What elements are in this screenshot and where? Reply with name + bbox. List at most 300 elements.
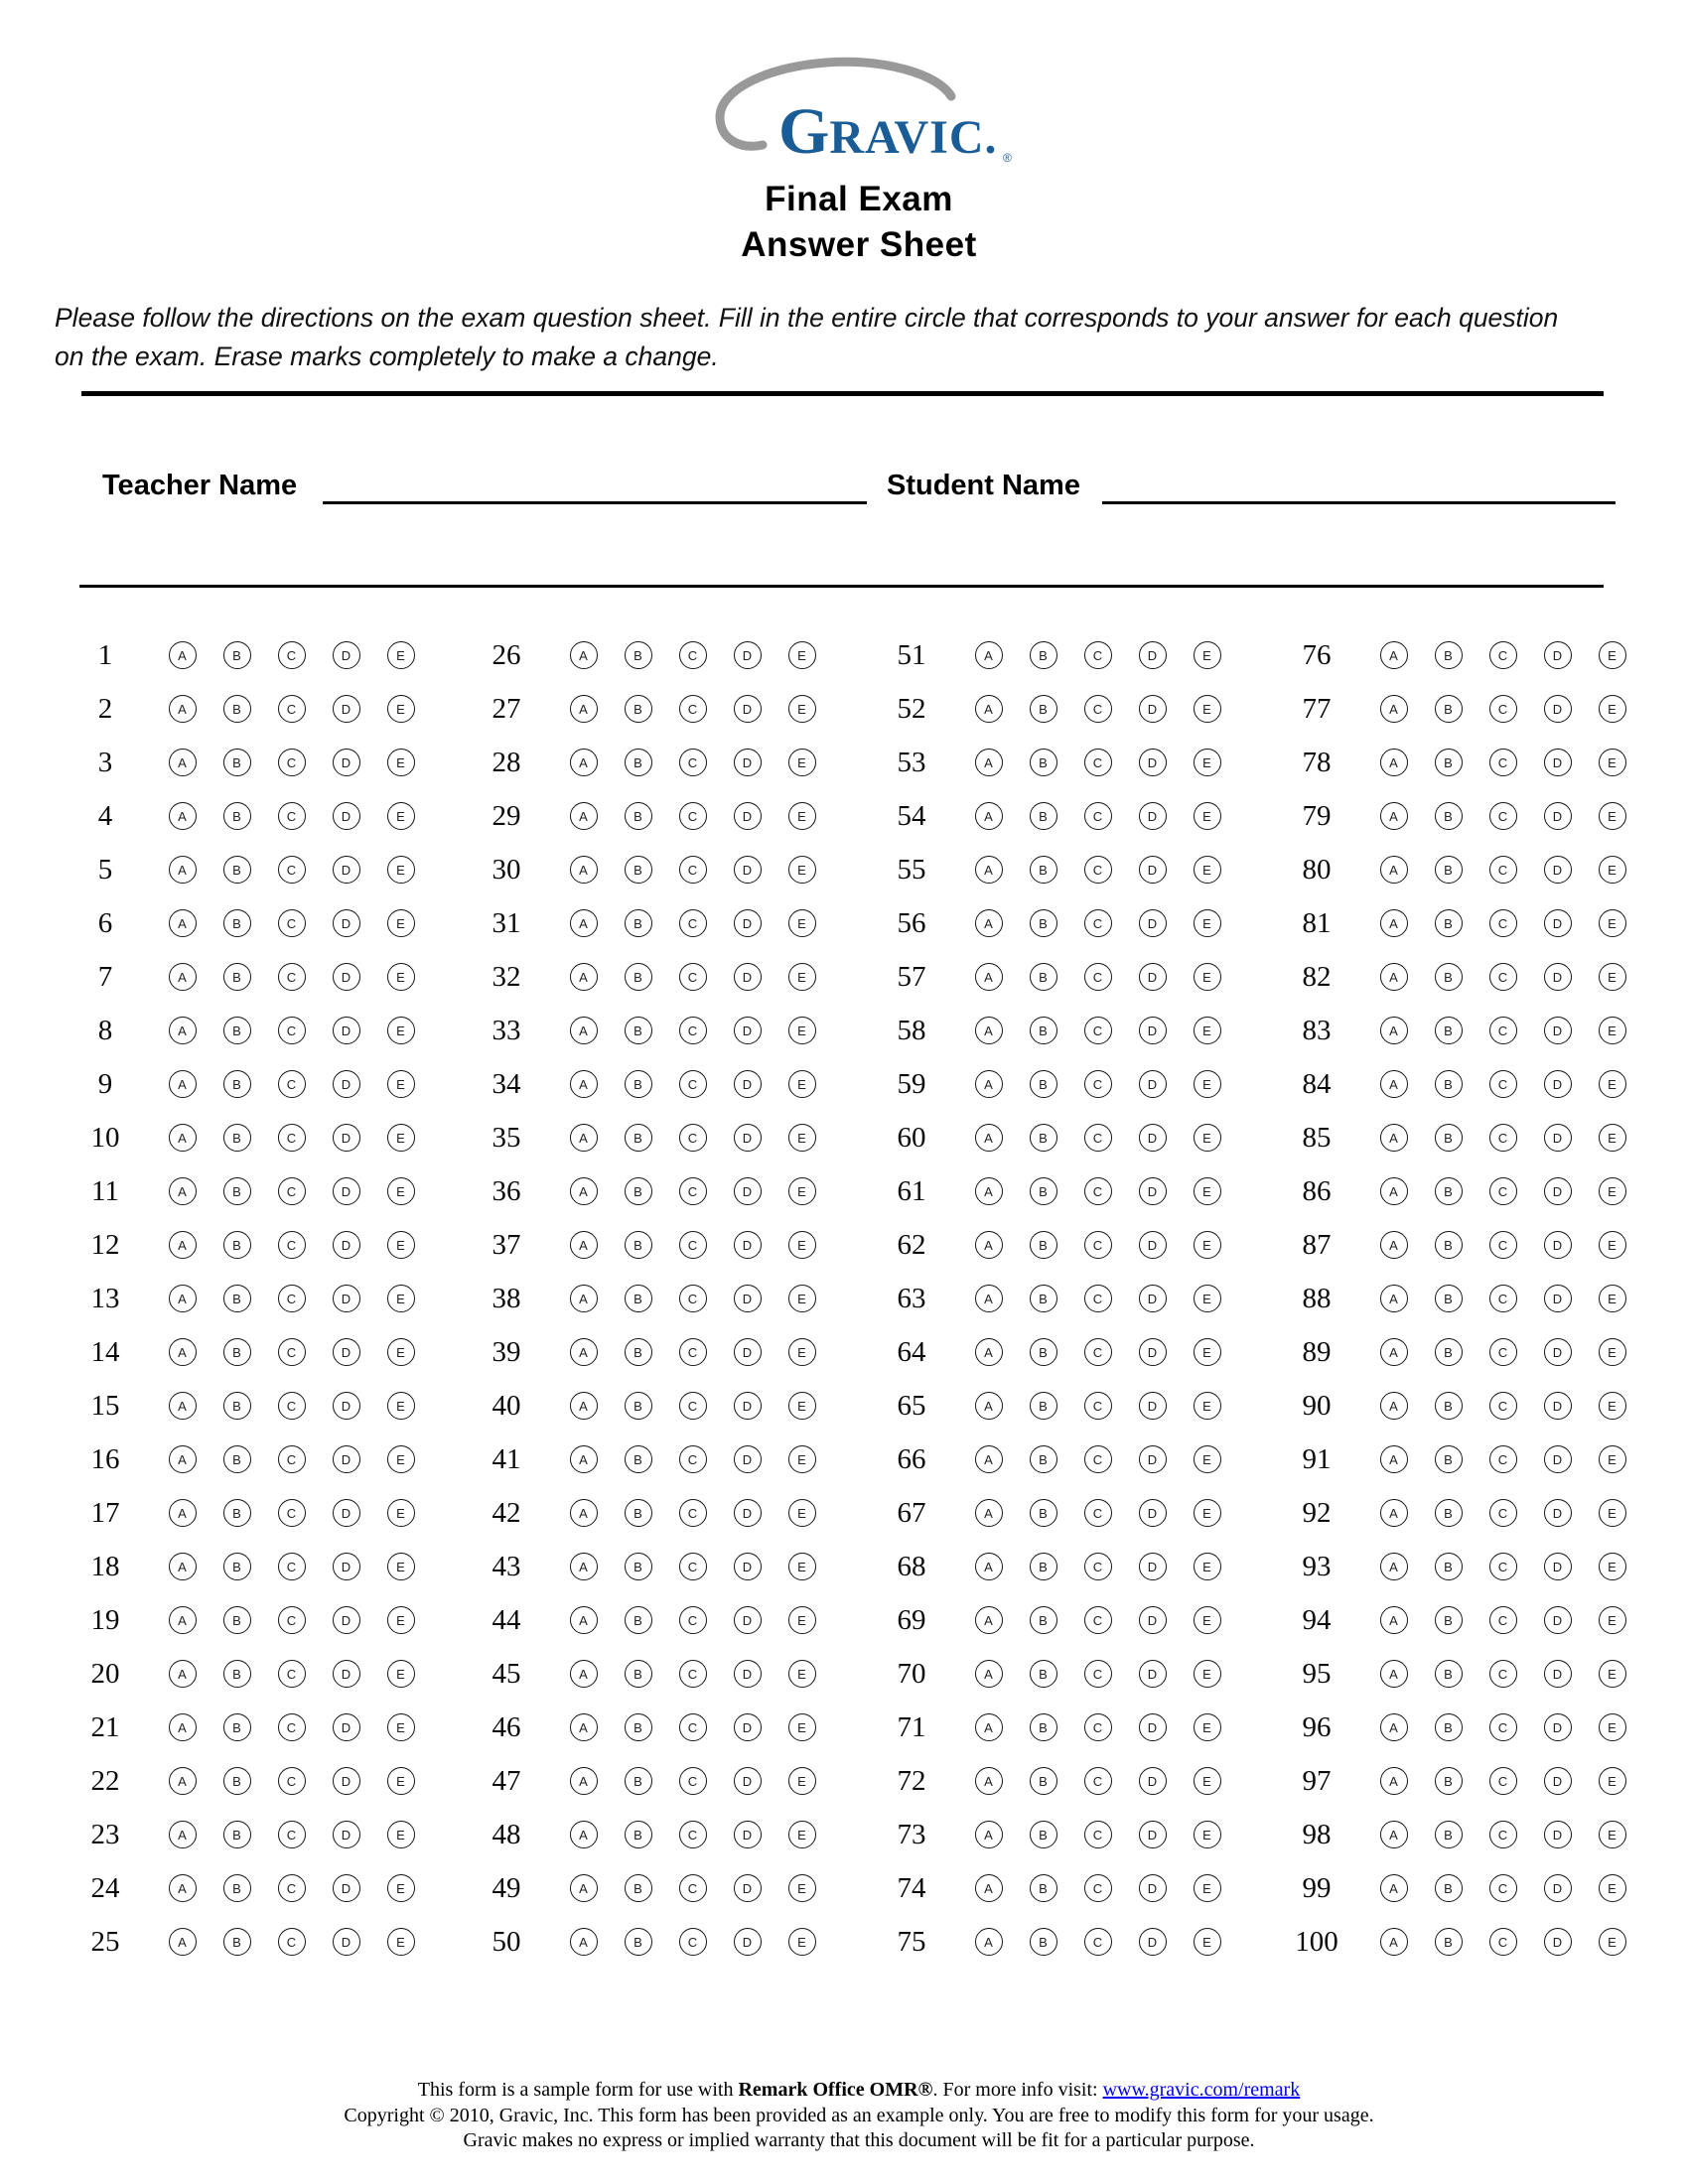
bubble-q89-E[interactable]: E <box>1599 1338 1626 1366</box>
bubble-q81-A[interactable]: A <box>1380 909 1408 937</box>
bubble-q10-C[interactable]: C <box>278 1124 306 1152</box>
bubble-q5-E[interactable]: E <box>387 856 415 884</box>
bubble-q79-B[interactable]: B <box>1435 802 1463 830</box>
bubble-q100-C[interactable]: C <box>1489 1928 1517 1956</box>
bubble-q47-C[interactable]: C <box>679 1767 707 1795</box>
bubble-q12-A[interactable]: A <box>169 1231 197 1259</box>
bubble-q40-A[interactable]: A <box>570 1392 598 1420</box>
bubble-q91-C[interactable]: C <box>1489 1445 1517 1473</box>
bubble-q31-D[interactable]: D <box>734 909 762 937</box>
bubble-q47-D[interactable]: D <box>734 1767 762 1795</box>
bubble-q27-E[interactable]: E <box>788 695 816 723</box>
bubble-q65-C[interactable]: C <box>1084 1392 1112 1420</box>
bubble-q75-D[interactable]: D <box>1139 1928 1167 1956</box>
bubble-q45-C[interactable]: C <box>679 1660 707 1688</box>
bubble-q99-D[interactable]: D <box>1544 1874 1572 1902</box>
bubble-q38-D[interactable]: D <box>734 1285 762 1312</box>
bubble-q99-E[interactable]: E <box>1599 1874 1626 1902</box>
bubble-q97-A[interactable]: A <box>1380 1767 1408 1795</box>
bubble-q64-A[interactable]: A <box>975 1338 1003 1366</box>
bubble-q52-E[interactable]: E <box>1194 695 1221 723</box>
bubble-q63-D[interactable]: D <box>1139 1285 1167 1312</box>
bubble-q76-A[interactable]: A <box>1380 641 1408 669</box>
bubble-q44-B[interactable]: B <box>625 1606 652 1634</box>
bubble-q41-E[interactable]: E <box>788 1445 816 1473</box>
bubble-q29-D[interactable]: D <box>734 802 762 830</box>
bubble-q70-B[interactable]: B <box>1030 1660 1057 1688</box>
bubble-q79-E[interactable]: E <box>1599 802 1626 830</box>
bubble-q92-E[interactable]: E <box>1599 1499 1626 1527</box>
bubble-q55-E[interactable]: E <box>1194 856 1221 884</box>
bubble-q59-E[interactable]: E <box>1194 1070 1221 1098</box>
bubble-q50-A[interactable]: A <box>570 1928 598 1956</box>
bubble-q98-B[interactable]: B <box>1435 1821 1463 1848</box>
bubble-q51-C[interactable]: C <box>1084 641 1112 669</box>
bubble-q5-C[interactable]: C <box>278 856 306 884</box>
bubble-q87-C[interactable]: C <box>1489 1231 1517 1259</box>
bubble-q84-C[interactable]: C <box>1489 1070 1517 1098</box>
bubble-q3-B[interactable]: B <box>223 749 251 776</box>
bubble-q84-B[interactable]: B <box>1435 1070 1463 1098</box>
bubble-q95-B[interactable]: B <box>1435 1660 1463 1688</box>
bubble-q19-D[interactable]: D <box>333 1606 360 1634</box>
bubble-q63-B[interactable]: B <box>1030 1285 1057 1312</box>
bubble-q10-E[interactable]: E <box>387 1124 415 1152</box>
bubble-q87-E[interactable]: E <box>1599 1231 1626 1259</box>
bubble-q66-E[interactable]: E <box>1194 1445 1221 1473</box>
bubble-q59-C[interactable]: C <box>1084 1070 1112 1098</box>
bubble-q30-B[interactable]: B <box>625 856 652 884</box>
bubble-q75-C[interactable]: C <box>1084 1928 1112 1956</box>
bubble-q1-D[interactable]: D <box>333 641 360 669</box>
bubble-q93-D[interactable]: D <box>1544 1553 1572 1580</box>
bubble-q25-C[interactable]: C <box>278 1928 306 1956</box>
bubble-q53-C[interactable]: C <box>1084 749 1112 776</box>
bubble-q24-D[interactable]: D <box>333 1874 360 1902</box>
bubble-q86-E[interactable]: E <box>1599 1177 1626 1205</box>
bubble-q59-D[interactable]: D <box>1139 1070 1167 1098</box>
bubble-q66-A[interactable]: A <box>975 1445 1003 1473</box>
bubble-q48-A[interactable]: A <box>570 1821 598 1848</box>
bubble-q66-C[interactable]: C <box>1084 1445 1112 1473</box>
bubble-q30-E[interactable]: E <box>788 856 816 884</box>
bubble-q12-C[interactable]: C <box>278 1231 306 1259</box>
bubble-q99-B[interactable]: B <box>1435 1874 1463 1902</box>
bubble-q64-B[interactable]: B <box>1030 1338 1057 1366</box>
bubble-q92-D[interactable]: D <box>1544 1499 1572 1527</box>
bubble-q16-E[interactable]: E <box>387 1445 415 1473</box>
bubble-q72-D[interactable]: D <box>1139 1767 1167 1795</box>
bubble-q9-A[interactable]: A <box>169 1070 197 1098</box>
bubble-q76-D[interactable]: D <box>1544 641 1572 669</box>
bubble-q92-B[interactable]: B <box>1435 1499 1463 1527</box>
bubble-q48-E[interactable]: E <box>788 1821 816 1848</box>
bubble-q37-A[interactable]: A <box>570 1231 598 1259</box>
bubble-q53-B[interactable]: B <box>1030 749 1057 776</box>
bubble-q43-A[interactable]: A <box>570 1553 598 1580</box>
bubble-q79-A[interactable]: A <box>1380 802 1408 830</box>
bubble-q40-D[interactable]: D <box>734 1392 762 1420</box>
bubble-q2-D[interactable]: D <box>333 695 360 723</box>
bubble-q20-E[interactable]: E <box>387 1660 415 1688</box>
bubble-q55-C[interactable]: C <box>1084 856 1112 884</box>
bubble-q39-D[interactable]: D <box>734 1338 762 1366</box>
bubble-q9-B[interactable]: B <box>223 1070 251 1098</box>
bubble-q54-B[interactable]: B <box>1030 802 1057 830</box>
bubble-q8-C[interactable]: C <box>278 1017 306 1044</box>
bubble-q32-A[interactable]: A <box>570 963 598 991</box>
bubble-q82-E[interactable]: E <box>1599 963 1626 991</box>
bubble-q74-D[interactable]: D <box>1139 1874 1167 1902</box>
bubble-q93-C[interactable]: C <box>1489 1553 1517 1580</box>
bubble-q45-D[interactable]: D <box>734 1660 762 1688</box>
bubble-q51-E[interactable]: E <box>1194 641 1221 669</box>
bubble-q53-E[interactable]: E <box>1194 749 1221 776</box>
bubble-q26-D[interactable]: D <box>734 641 762 669</box>
bubble-q26-B[interactable]: B <box>625 641 652 669</box>
bubble-q71-B[interactable]: B <box>1030 1713 1057 1741</box>
bubble-q4-C[interactable]: C <box>278 802 306 830</box>
bubble-q77-C[interactable]: C <box>1489 695 1517 723</box>
bubble-q57-D[interactable]: D <box>1139 963 1167 991</box>
bubble-q1-B[interactable]: B <box>223 641 251 669</box>
bubble-q53-A[interactable]: A <box>975 749 1003 776</box>
bubble-q24-A[interactable]: A <box>169 1874 197 1902</box>
bubble-q87-A[interactable]: A <box>1380 1231 1408 1259</box>
bubble-q13-A[interactable]: A <box>169 1285 197 1312</box>
student-name-field[interactable] <box>1102 501 1616 504</box>
bubble-q29-B[interactable]: B <box>625 802 652 830</box>
bubble-q34-A[interactable]: A <box>570 1070 598 1098</box>
bubble-q88-D[interactable]: D <box>1544 1285 1572 1312</box>
bubble-q33-D[interactable]: D <box>734 1017 762 1044</box>
bubble-q13-B[interactable]: B <box>223 1285 251 1312</box>
bubble-q7-B[interactable]: B <box>223 963 251 991</box>
bubble-q99-C[interactable]: C <box>1489 1874 1517 1902</box>
bubble-q49-B[interactable]: B <box>625 1874 652 1902</box>
bubble-q81-E[interactable]: E <box>1599 909 1626 937</box>
bubble-q1-E[interactable]: E <box>387 641 415 669</box>
bubble-q2-E[interactable]: E <box>387 695 415 723</box>
bubble-q41-C[interactable]: C <box>679 1445 707 1473</box>
bubble-q98-C[interactable]: C <box>1489 1821 1517 1848</box>
bubble-q68-A[interactable]: A <box>975 1553 1003 1580</box>
bubble-q55-D[interactable]: D <box>1139 856 1167 884</box>
bubble-q37-E[interactable]: E <box>788 1231 816 1259</box>
bubble-q46-E[interactable]: E <box>788 1713 816 1741</box>
bubble-q79-D[interactable]: D <box>1544 802 1572 830</box>
bubble-q15-E[interactable]: E <box>387 1392 415 1420</box>
teacher-name-field[interactable] <box>323 501 867 504</box>
bubble-q22-D[interactable]: D <box>333 1767 360 1795</box>
bubble-q76-C[interactable]: C <box>1489 641 1517 669</box>
bubble-q32-D[interactable]: D <box>734 963 762 991</box>
bubble-q34-D[interactable]: D <box>734 1070 762 1098</box>
bubble-q52-A[interactable]: A <box>975 695 1003 723</box>
bubble-q83-E[interactable]: E <box>1599 1017 1626 1044</box>
bubble-q97-B[interactable]: B <box>1435 1767 1463 1795</box>
bubble-q58-E[interactable]: E <box>1194 1017 1221 1044</box>
bubble-q46-D[interactable]: D <box>734 1713 762 1741</box>
bubble-q4-E[interactable]: E <box>387 802 415 830</box>
bubble-q5-A[interactable]: A <box>169 856 197 884</box>
bubble-q75-A[interactable]: A <box>975 1928 1003 1956</box>
bubble-q42-E[interactable]: E <box>788 1499 816 1527</box>
bubble-q27-B[interactable]: B <box>625 695 652 723</box>
bubble-q61-C[interactable]: C <box>1084 1177 1112 1205</box>
bubble-q60-D[interactable]: D <box>1139 1124 1167 1152</box>
bubble-q8-B[interactable]: B <box>223 1017 251 1044</box>
bubble-q51-D[interactable]: D <box>1139 641 1167 669</box>
bubble-q89-D[interactable]: D <box>1544 1338 1572 1366</box>
bubble-q87-B[interactable]: B <box>1435 1231 1463 1259</box>
bubble-q35-D[interactable]: D <box>734 1124 762 1152</box>
bubble-q73-C[interactable]: C <box>1084 1821 1112 1848</box>
bubble-q48-B[interactable]: B <box>625 1821 652 1848</box>
bubble-q89-B[interactable]: B <box>1435 1338 1463 1366</box>
bubble-q78-A[interactable]: A <box>1380 749 1408 776</box>
bubble-q23-C[interactable]: C <box>278 1821 306 1848</box>
bubble-q67-B[interactable]: B <box>1030 1499 1057 1527</box>
bubble-q83-B[interactable]: B <box>1435 1017 1463 1044</box>
bubble-q64-D[interactable]: D <box>1139 1338 1167 1366</box>
bubble-q33-A[interactable]: A <box>570 1017 598 1044</box>
bubble-q62-E[interactable]: E <box>1194 1231 1221 1259</box>
bubble-q91-A[interactable]: A <box>1380 1445 1408 1473</box>
bubble-q8-D[interactable]: D <box>333 1017 360 1044</box>
bubble-q31-C[interactable]: C <box>679 909 707 937</box>
bubble-q61-B[interactable]: B <box>1030 1177 1057 1205</box>
bubble-q6-E[interactable]: E <box>387 909 415 937</box>
bubble-q85-A[interactable]: A <box>1380 1124 1408 1152</box>
bubble-q36-E[interactable]: E <box>788 1177 816 1205</box>
bubble-q63-E[interactable]: E <box>1194 1285 1221 1312</box>
bubble-q38-B[interactable]: B <box>625 1285 652 1312</box>
bubble-q97-C[interactable]: C <box>1489 1767 1517 1795</box>
bubble-q45-E[interactable]: E <box>788 1660 816 1688</box>
bubble-q24-C[interactable]: C <box>278 1874 306 1902</box>
bubble-q39-E[interactable]: E <box>788 1338 816 1366</box>
bubble-q95-D[interactable]: D <box>1544 1660 1572 1688</box>
bubble-q19-E[interactable]: E <box>387 1606 415 1634</box>
bubble-q94-D[interactable]: D <box>1544 1606 1572 1634</box>
bubble-q96-B[interactable]: B <box>1435 1713 1463 1741</box>
bubble-q71-E[interactable]: E <box>1194 1713 1221 1741</box>
bubble-q67-A[interactable]: A <box>975 1499 1003 1527</box>
bubble-q12-E[interactable]: E <box>387 1231 415 1259</box>
bubble-q16-C[interactable]: C <box>278 1445 306 1473</box>
bubble-q90-E[interactable]: E <box>1599 1392 1626 1420</box>
bubble-q18-E[interactable]: E <box>387 1553 415 1580</box>
bubble-q24-B[interactable]: B <box>223 1874 251 1902</box>
bubble-q73-D[interactable]: D <box>1139 1821 1167 1848</box>
bubble-q20-B[interactable]: B <box>223 1660 251 1688</box>
bubble-q88-A[interactable]: A <box>1380 1285 1408 1312</box>
bubble-q46-A[interactable]: A <box>570 1713 598 1741</box>
bubble-q78-D[interactable]: D <box>1544 749 1572 776</box>
bubble-q39-B[interactable]: B <box>625 1338 652 1366</box>
bubble-q100-B[interactable]: B <box>1435 1928 1463 1956</box>
bubble-q83-D[interactable]: D <box>1544 1017 1572 1044</box>
bubble-q8-E[interactable]: E <box>387 1017 415 1044</box>
bubble-q11-C[interactable]: C <box>278 1177 306 1205</box>
bubble-q26-C[interactable]: C <box>679 641 707 669</box>
bubble-q14-A[interactable]: A <box>169 1338 197 1366</box>
bubble-q96-A[interactable]: A <box>1380 1713 1408 1741</box>
bubble-q56-A[interactable]: A <box>975 909 1003 937</box>
bubble-q16-B[interactable]: B <box>223 1445 251 1473</box>
bubble-q53-D[interactable]: D <box>1139 749 1167 776</box>
bubble-q21-C[interactable]: C <box>278 1713 306 1741</box>
bubble-q37-C[interactable]: C <box>679 1231 707 1259</box>
bubble-q100-A[interactable]: A <box>1380 1928 1408 1956</box>
bubble-q47-A[interactable]: A <box>570 1767 598 1795</box>
bubble-q14-E[interactable]: E <box>387 1338 415 1366</box>
bubble-q92-A[interactable]: A <box>1380 1499 1408 1527</box>
bubble-q90-A[interactable]: A <box>1380 1392 1408 1420</box>
bubble-q2-B[interactable]: B <box>223 695 251 723</box>
bubble-q36-C[interactable]: C <box>679 1177 707 1205</box>
bubble-q45-B[interactable]: B <box>625 1660 652 1688</box>
bubble-q18-B[interactable]: B <box>223 1553 251 1580</box>
bubble-q82-B[interactable]: B <box>1435 963 1463 991</box>
bubble-q94-A[interactable]: A <box>1380 1606 1408 1634</box>
bubble-q57-A[interactable]: A <box>975 963 1003 991</box>
bubble-q68-B[interactable]: B <box>1030 1553 1057 1580</box>
bubble-q14-D[interactable]: D <box>333 1338 360 1366</box>
bubble-q35-A[interactable]: A <box>570 1124 598 1152</box>
bubble-q51-B[interactable]: B <box>1030 641 1057 669</box>
bubble-q91-D[interactable]: D <box>1544 1445 1572 1473</box>
bubble-q2-C[interactable]: C <box>278 695 306 723</box>
bubble-q85-E[interactable]: E <box>1599 1124 1626 1152</box>
bubble-q58-A[interactable]: A <box>975 1017 1003 1044</box>
bubble-q1-A[interactable]: A <box>169 641 197 669</box>
bubble-q43-E[interactable]: E <box>788 1553 816 1580</box>
bubble-q17-A[interactable]: A <box>169 1499 197 1527</box>
bubble-q29-E[interactable]: E <box>788 802 816 830</box>
bubble-q25-B[interactable]: B <box>223 1928 251 1956</box>
bubble-q100-E[interactable]: E <box>1599 1928 1626 1956</box>
bubble-q11-A[interactable]: A <box>169 1177 197 1205</box>
bubble-q80-D[interactable]: D <box>1544 856 1572 884</box>
bubble-q34-B[interactable]: B <box>625 1070 652 1098</box>
bubble-q32-B[interactable]: B <box>625 963 652 991</box>
bubble-q84-D[interactable]: D <box>1544 1070 1572 1098</box>
bubble-q98-D[interactable]: D <box>1544 1821 1572 1848</box>
bubble-q10-D[interactable]: D <box>333 1124 360 1152</box>
bubble-q13-D[interactable]: D <box>333 1285 360 1312</box>
bubble-q81-D[interactable]: D <box>1544 909 1572 937</box>
bubble-q62-B[interactable]: B <box>1030 1231 1057 1259</box>
bubble-q68-C[interactable]: C <box>1084 1553 1112 1580</box>
bubble-q35-C[interactable]: C <box>679 1124 707 1152</box>
bubble-q29-A[interactable]: A <box>570 802 598 830</box>
bubble-q9-D[interactable]: D <box>333 1070 360 1098</box>
bubble-q6-C[interactable]: C <box>278 909 306 937</box>
bubble-q32-E[interactable]: E <box>788 963 816 991</box>
bubble-q51-A[interactable]: A <box>975 641 1003 669</box>
bubble-q78-E[interactable]: E <box>1599 749 1626 776</box>
bubble-q65-B[interactable]: B <box>1030 1392 1057 1420</box>
bubble-q28-B[interactable]: B <box>625 749 652 776</box>
bubble-q57-E[interactable]: E <box>1194 963 1221 991</box>
bubble-q50-B[interactable]: B <box>625 1928 652 1956</box>
bubble-q40-E[interactable]: E <box>788 1392 816 1420</box>
bubble-q7-A[interactable]: A <box>169 963 197 991</box>
bubble-q4-A[interactable]: A <box>169 802 197 830</box>
bubble-q72-E[interactable]: E <box>1194 1767 1221 1795</box>
bubble-q42-D[interactable]: D <box>734 1499 762 1527</box>
bubble-q10-A[interactable]: A <box>169 1124 197 1152</box>
bubble-q28-A[interactable]: A <box>570 749 598 776</box>
bubble-q36-A[interactable]: A <box>570 1177 598 1205</box>
bubble-q75-B[interactable]: B <box>1030 1928 1057 1956</box>
bubble-q78-C[interactable]: C <box>1489 749 1517 776</box>
bubble-q42-A[interactable]: A <box>570 1499 598 1527</box>
bubble-q62-C[interactable]: C <box>1084 1231 1112 1259</box>
bubble-q86-B[interactable]: B <box>1435 1177 1463 1205</box>
bubble-q60-C[interactable]: C <box>1084 1124 1112 1152</box>
bubble-q74-E[interactable]: E <box>1194 1874 1221 1902</box>
bubble-q94-E[interactable]: E <box>1599 1606 1626 1634</box>
bubble-q93-E[interactable]: E <box>1599 1553 1626 1580</box>
bubble-q15-B[interactable]: B <box>223 1392 251 1420</box>
bubble-q45-A[interactable]: A <box>570 1660 598 1688</box>
bubble-q8-A[interactable]: A <box>169 1017 197 1044</box>
bubble-q85-B[interactable]: B <box>1435 1124 1463 1152</box>
bubble-q52-D[interactable]: D <box>1139 695 1167 723</box>
bubble-q24-E[interactable]: E <box>387 1874 415 1902</box>
bubble-q59-A[interactable]: A <box>975 1070 1003 1098</box>
bubble-q26-E[interactable]: E <box>788 641 816 669</box>
bubble-q49-C[interactable]: C <box>679 1874 707 1902</box>
bubble-q46-C[interactable]: C <box>679 1713 707 1741</box>
bubble-q7-D[interactable]: D <box>333 963 360 991</box>
bubble-q52-B[interactable]: B <box>1030 695 1057 723</box>
bubble-q60-B[interactable]: B <box>1030 1124 1057 1152</box>
bubble-q19-B[interactable]: B <box>223 1606 251 1634</box>
bubble-q57-B[interactable]: B <box>1030 963 1057 991</box>
bubble-q40-B[interactable]: B <box>625 1392 652 1420</box>
bubble-q90-D[interactable]: D <box>1544 1392 1572 1420</box>
bubble-q67-C[interactable]: C <box>1084 1499 1112 1527</box>
bubble-q21-D[interactable]: D <box>333 1713 360 1741</box>
bubble-q15-A[interactable]: A <box>169 1392 197 1420</box>
bubble-q15-C[interactable]: C <box>278 1392 306 1420</box>
bubble-q82-D[interactable]: D <box>1544 963 1572 991</box>
bubble-q28-D[interactable]: D <box>734 749 762 776</box>
bubble-q83-A[interactable]: A <box>1380 1017 1408 1044</box>
bubble-q20-C[interactable]: C <box>278 1660 306 1688</box>
bubble-q97-D[interactable]: D <box>1544 1767 1572 1795</box>
bubble-q68-D[interactable]: D <box>1139 1553 1167 1580</box>
bubble-q99-A[interactable]: A <box>1380 1874 1408 1902</box>
bubble-q95-E[interactable]: E <box>1599 1660 1626 1688</box>
bubble-q44-E[interactable]: E <box>788 1606 816 1634</box>
bubble-q55-B[interactable]: B <box>1030 856 1057 884</box>
gravic-remark-link[interactable]: www.gravic.com/remark <box>1102 2079 1301 2101</box>
bubble-q93-A[interactable]: A <box>1380 1553 1408 1580</box>
bubble-q22-B[interactable]: B <box>223 1767 251 1795</box>
bubble-q92-C[interactable]: C <box>1489 1499 1517 1527</box>
bubble-q70-E[interactable]: E <box>1194 1660 1221 1688</box>
bubble-q36-B[interactable]: B <box>625 1177 652 1205</box>
bubble-q3-A[interactable]: A <box>169 749 197 776</box>
bubble-q6-D[interactable]: D <box>333 909 360 937</box>
bubble-q14-C[interactable]: C <box>278 1338 306 1366</box>
bubble-q58-D[interactable]: D <box>1139 1017 1167 1044</box>
